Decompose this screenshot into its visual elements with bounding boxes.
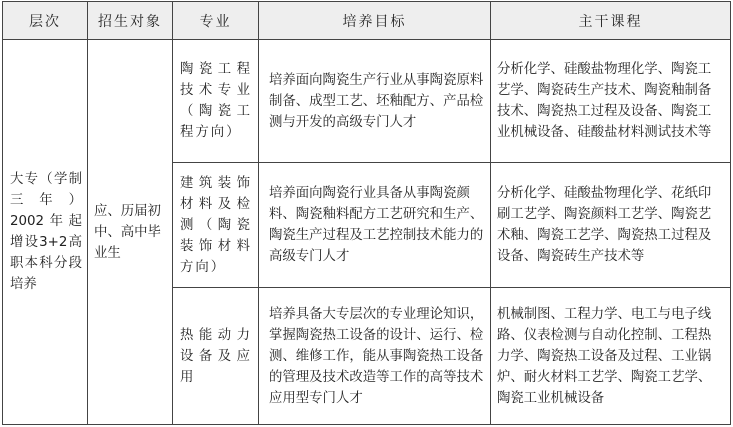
goal-cell xyxy=(259,288,491,425)
target-text: 应、历届初中、高中毕业生 xyxy=(94,203,161,261)
table-row xyxy=(3,40,731,163)
header-goal: 培养目标 xyxy=(259,2,491,40)
goal-text: 培养面向陶瓷行业具备从事陶瓷颜料、陶瓷釉料配方工艺研究和生产、陶瓷生产过程及工艺控制技术能力的高级专门人才 xyxy=(269,186,484,264)
target-cell xyxy=(88,40,173,425)
major-text: 建筑装饰材料及检测（陶瓷装饰材料方向） xyxy=(180,175,252,275)
header-target: 招生对象 xyxy=(88,2,173,40)
header-row xyxy=(3,2,731,40)
goal-cell xyxy=(259,40,491,163)
courses-text: 分析化学、硅酸盐物理化学、花纸印刷工艺学、陶瓷颜料工艺学、陶瓷艺术釉、陶瓷工艺学、陶瓷热工过程及设备、陶瓷砖生产技术等 xyxy=(497,186,712,264)
level-cell xyxy=(3,40,88,425)
header-courses: 主干课程 xyxy=(491,2,731,40)
major-text: 热能动力设备及应用 xyxy=(180,327,252,385)
major-cell xyxy=(173,163,259,288)
courses-cell xyxy=(491,163,731,288)
major-cell xyxy=(173,40,259,163)
header-level: 层次 xyxy=(3,2,88,40)
courses-text: 分析化学、硅酸盐物理化学、陶瓷工艺学、陶瓷砖生产技术、陶瓷釉制备技术、陶瓷热工过程及设备、陶瓷工业机械设备、硅酸盐材料测试技术等 xyxy=(497,62,712,140)
major-cell xyxy=(173,288,259,425)
header-major: 专业 xyxy=(173,2,259,40)
goal-text: 培养面向陶瓷生产行业从事陶瓷原料制备、成型工艺、坯釉配方、产品检测与开发的高级专门人才 xyxy=(269,72,484,130)
curriculum-table xyxy=(2,1,731,425)
goal-text: 培养具备大专层次的专业理论知识，掌握陶瓷热工设备的设计、运行、检测、维修工作，能从事陶瓷热工设备的管理及技术改造等工作的高等技术应用型专门人才 xyxy=(269,306,484,406)
courses-cell xyxy=(491,40,731,163)
level-text: 大专（学制三年）2002年起增设3+2高职本科分段培养 xyxy=(10,172,82,292)
goal-cell xyxy=(259,163,491,288)
courses-text: 机械制图、工程力学、电工与电子线路、仪表检测与自动化控制、工程热力学、陶瓷热工设备及过程、工业锅炉、耐火材料工艺学、陶瓷工艺学、陶瓷工业机械设备 xyxy=(497,306,712,406)
major-text: 陶瓷工程技术专业（陶瓷工程方向） xyxy=(180,62,252,140)
courses-cell xyxy=(491,288,731,425)
